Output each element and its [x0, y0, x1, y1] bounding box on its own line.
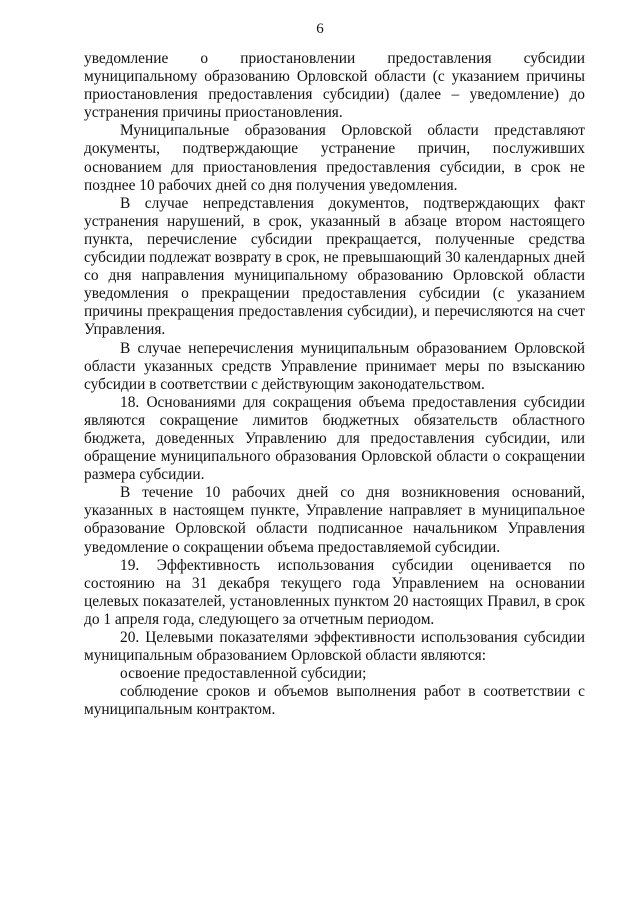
paragraph-item-20: 20. Целевыми показателями эффективности использования субсидии муниципальным образованием Орловской области являются:: [84, 629, 585, 665]
paragraph-documents-submission: Муниципальные образования Орловской области представляют документы, подтверждающие устранение причин, послуживших основанием для приостановления предоставления субсидии, в срок не позднее 10 рабочих дней со дня получения уведомления.: [84, 122, 585, 194]
paragraph-indicator-compliance: соблюдение сроков и объемов выполнения работ в соответствии с муниципальным контрактом.: [84, 683, 585, 719]
document-body: [84, 50, 585, 719]
paragraph-indicator-utilization: освоение предоставленной субсидии;: [120, 665, 367, 683]
paragraph-recovery-measures: В случае неперечисления муниципальным образованием Орловской области указанных средств Управление принимает меры по взысканию субсидии в соответствии с действующим законодательством.: [84, 339, 585, 393]
paragraph-reduction-notice: В течение 10 рабочих дней со дня возникновения оснований, указанных в настоящем пункте, Управление направляет в муниципальное образование Орловской области подписанное начальником Управления уведомление о сокращении объема предоставляемой субсидии.: [84, 484, 585, 556]
paragraph-item-19: 19. Эффективность использования субсидии оценивается по состоянию на 31 декабря текущего года Управлением на основании целевых показателей, установленных пунктом 20 настоящих Правил, в срок до 1 апреля года, следующего за отчетным периодом.: [84, 556, 585, 628]
paragraph-item-18: 18. Основаниями для сокращения объема предоставления субсидии являются сокращение лимитов бюджетных обязательств областного бюджета, доведенных Управлению для предоставления субсидии, или обращение муниципального образования Орловской области о сокращении размера субсидии.: [84, 393, 585, 484]
paragraph-notice-continuation: уведомление о приостановлении предоставления субсидии муниципальному образованию Орловской области (с указанием причины приостановления предоставления субсидии) (далее – уведомление) до устранения причины приостановления.: [84, 50, 585, 122]
page-number: 6: [316, 21, 324, 37]
paragraph-non-submission: В случае непредставления документов, подтверждающих факт устранения нарушений, в срок, указанный в абзаце втором настоящего пункта, перечисление субсидии прекращается, полученные средства субсидии подлежат возврату в срок, не превышающий 30 календарных дней со дня направления муниципальному образованию Орловской области уведомления о прекращении предоставления субсидии (с указанием причины прекращения предоставления субсидии), и перечисляются на счет Управления.: [84, 194, 585, 339]
